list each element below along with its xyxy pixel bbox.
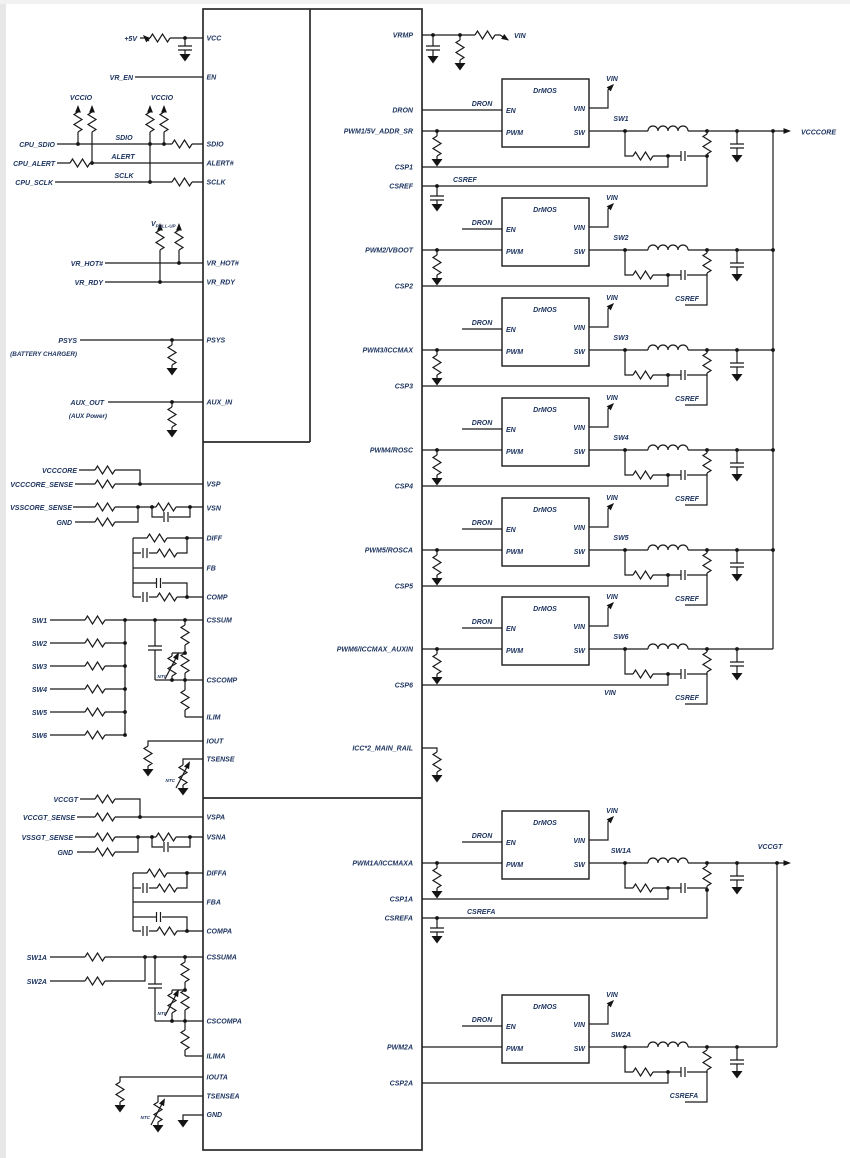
drmos-vin-pin: VIN — [573, 624, 585, 631]
sw-input-label: SW2 — [31, 641, 47, 648]
pin-label: FB — [206, 565, 216, 573]
junction-dot — [705, 888, 709, 892]
pin-label: VCC — [206, 35, 222, 43]
pin-label: ICC*2_MAIN_RAIL — [352, 745, 413, 753]
vr-rdy-label: VR_RDY — [74, 280, 103, 287]
drmos-pwm-pin: PWM — [506, 1046, 524, 1053]
cpu-sdio-label: CPU_SDIO — [19, 142, 55, 149]
csref-stub-label: CSREF — [675, 396, 699, 403]
drmos-pwm-pin: PWM — [506, 349, 524, 356]
vccio-label: VCCIO — [69, 95, 93, 102]
junction-dot — [123, 618, 127, 622]
junction-dot — [185, 871, 189, 875]
vin-supply-label: VIN — [606, 808, 618, 815]
drmos-title: DrMOS — [533, 88, 557, 95]
junction-dot — [143, 955, 147, 959]
junction-dot — [185, 536, 189, 540]
sw-node-label: SW2 — [613, 235, 629, 242]
junction-dot — [138, 815, 142, 819]
vin-supply-label: VIN — [606, 195, 618, 202]
drmos-title: DrMOS — [533, 207, 557, 214]
drmos-sw-pin: SW — [573, 349, 585, 356]
pin-label: CSP3 — [394, 383, 413, 391]
junction-dot — [123, 664, 127, 668]
gnd-label: GND — [57, 850, 73, 857]
pin-label: COMPA — [206, 928, 233, 936]
sdio-net-label: SDIO — [115, 135, 133, 142]
drmos-sw-pin: SW — [573, 130, 585, 137]
junction-dot — [150, 835, 154, 839]
pin-label: PWM6/ICCMAX_AUXIN — [336, 646, 413, 654]
csrefa-net-label: CSREFA — [467, 909, 496, 916]
pin-label: PWM2/VBOOT — [365, 247, 413, 255]
pin-label: PWM5/ROSCA — [364, 547, 413, 555]
csrefa-stub-label: CSREFA — [669, 1093, 699, 1100]
drmos-title: DrMOS — [533, 407, 557, 414]
drmos-title: DrMOS — [533, 307, 557, 314]
aux-note: (AUX Power) — [68, 413, 107, 420]
pin-label: IOUT — [206, 738, 224, 746]
vin-supply-label: VIN — [606, 495, 618, 502]
page-edge-left — [0, 0, 6, 1158]
dron-net-label: DRON — [471, 1017, 493, 1024]
junction-dot — [153, 955, 157, 959]
drmos-vin-pin: VIN — [573, 106, 585, 113]
csref-stub-label: CSREF — [675, 296, 699, 303]
pin-label: COMP — [206, 594, 228, 602]
junction-dot — [771, 348, 775, 352]
drmos-pwm-pin: PWM — [506, 249, 524, 256]
vcccore-label: VCCCORE — [41, 468, 77, 475]
dron-net-label: DRON — [471, 320, 493, 327]
pin-label: VSNA — [206, 834, 226, 842]
psys-label: PSYS — [58, 338, 77, 345]
csref-stub-label: CSREF — [675, 695, 699, 702]
pin-label: PWM4/ROSC — [369, 447, 413, 455]
junction-dot — [177, 261, 181, 265]
drmos-sw-pin: SW — [573, 249, 585, 256]
drmos-sw-pin: SW — [573, 648, 585, 655]
junction-dot — [188, 835, 192, 839]
vin-net-label: VIN — [604, 690, 616, 697]
junction-dot — [185, 595, 189, 599]
junction-dot — [123, 641, 127, 645]
pin-label: DIFFA — [206, 870, 227, 878]
drmos-vin-pin: VIN — [573, 525, 585, 532]
pin-label: IOUTA — [206, 1074, 228, 1082]
junction-dot — [136, 835, 140, 839]
vin-supply-label: VIN — [606, 295, 618, 302]
pin-label: CSP5 — [394, 583, 413, 591]
vcccore-rail-label: VCCCORE — [801, 129, 837, 137]
dron-net-label: DRON — [471, 101, 493, 108]
pin-label: SCLK — [206, 179, 226, 187]
ntc-label: NTC — [140, 1115, 150, 1120]
drmos-sw-pin: SW — [573, 549, 585, 556]
dron-net-label: DRON — [471, 220, 493, 227]
vccgt-rail-label: VCCGT — [757, 844, 783, 851]
junction-dot — [431, 33, 435, 37]
psys-note: (BATTERY CHARGER) — [10, 351, 77, 358]
pin-label: FBA — [206, 899, 221, 907]
drmos-en-pin: EN — [506, 227, 516, 234]
drmos-vin-pin: VIN — [573, 838, 585, 845]
vccgt-sense-label: VCCGT_SENSE — [22, 815, 75, 822]
vccio-label: VCCIO — [150, 95, 174, 102]
drmos-sw-pin: SW — [573, 1046, 585, 1053]
junction-dot — [170, 400, 174, 404]
junction-dot — [771, 129, 775, 133]
pin-label: PSYS — [206, 337, 226, 345]
sw-input-label: SW5 — [31, 710, 47, 717]
pin-label: PWM1A/ICCMAXA — [352, 860, 413, 868]
drmos-pwm-pin: PWM — [506, 862, 524, 869]
sw-input-label: SW6 — [31, 733, 47, 740]
vccgt-label: VCCGT — [53, 797, 78, 804]
sw-node-label: SW3 — [613, 335, 629, 342]
junction-dot — [123, 733, 127, 737]
vcccore-sense-label: VCCCORE_SENSE — [10, 482, 73, 489]
drmos-vin-pin: VIN — [573, 225, 585, 232]
drmos-pwm-pin: PWM — [506, 648, 524, 655]
drmos-pwm-pin: PWM — [506, 449, 524, 456]
drmos-pwm-pin: PWM — [506, 549, 524, 556]
pin-label: AUX_IN — [206, 399, 233, 407]
ntc-label: NTC — [165, 778, 175, 783]
junction-dot — [123, 687, 127, 691]
sw-input-label: SW1 — [31, 618, 47, 625]
junction-dot — [188, 505, 192, 509]
vin-supply-label: VIN — [606, 594, 618, 601]
pin-label: VSP — [206, 481, 221, 489]
sw-node-label: SW4 — [613, 435, 629, 442]
pin-label: CSP1 — [394, 164, 413, 172]
pin-label: ILIM — [206, 714, 221, 722]
csref-net-label: CSREF — [453, 177, 477, 184]
dron-net-label: DRON — [471, 520, 493, 527]
drmos-vin-pin: VIN — [573, 1022, 585, 1029]
aux-out-label: AUX_OUT — [70, 400, 104, 407]
sw-node-label: SW1A — [610, 848, 632, 855]
vsscore-sense-label: VSSCORE_SENSE — [10, 505, 72, 512]
junction-dot — [170, 1019, 174, 1023]
pin-label: ILIMA — [206, 1053, 226, 1061]
sw-node-label: SW6 — [613, 634, 629, 641]
pin-label: ALERT# — [206, 160, 234, 168]
pin-label: VR_HOT# — [206, 260, 239, 268]
pin-label: VR_RDY — [206, 279, 235, 287]
junction-dot — [183, 1019, 187, 1023]
drmos-sw-pin: SW — [573, 449, 585, 456]
drmos-title: DrMOS — [533, 507, 557, 514]
pin-label: PWM2A — [386, 1044, 413, 1052]
pin-label: CSP2 — [394, 283, 413, 291]
dron-net-label: DRON — [471, 619, 493, 626]
drmos-en-pin: EN — [506, 1024, 516, 1031]
pin-label: EN — [206, 74, 217, 82]
pin-label: CSREF — [389, 183, 413, 191]
ntc-label: NTC — [157, 674, 167, 679]
pin-label: CSSUM — [206, 617, 232, 625]
drmos-title: DrMOS — [533, 820, 557, 827]
junction-dot — [771, 448, 775, 452]
pin-label: CSP4 — [394, 483, 413, 491]
pin-label: TSENSE — [206, 756, 235, 764]
junction-dot — [138, 482, 142, 486]
pin-label: GND — [206, 1112, 223, 1119]
page-edge-top — [0, 0, 850, 4]
drmos-en-pin: EN — [506, 527, 516, 534]
drmos-sw-pin: SW — [573, 862, 585, 869]
vin-net-label: VIN — [514, 33, 526, 40]
dron-net-label: DRON — [471, 420, 493, 427]
sw-input-label: SW4 — [31, 687, 47, 694]
vin-supply-label: VIN — [606, 395, 618, 402]
sw-node-label: SW2A — [610, 1032, 632, 1039]
sw1a-label: SW1A — [26, 955, 47, 962]
pin-label: PWM1/5V_ADDR_SR — [343, 128, 413, 136]
drmos-en-pin: EN — [506, 626, 516, 633]
sw2a-label: SW2A — [26, 979, 47, 986]
junction-dot — [170, 338, 174, 342]
pin-label: VSN — [206, 505, 221, 513]
pin-label: VSPA — [206, 814, 226, 822]
vr-hot-label: VR_HOT# — [70, 261, 103, 268]
pin-label: VRMP — [392, 32, 413, 40]
junction-dot — [183, 955, 187, 959]
pin-label: CSP1A — [389, 896, 413, 904]
junction-dot — [435, 184, 439, 188]
plus5v-label: +5V — [124, 36, 137, 43]
junction-dot — [183, 988, 187, 992]
drmos-title: DrMOS — [533, 606, 557, 613]
vin-supply-label: VIN — [606, 992, 618, 999]
vpullup-label: $V_{PULL-UP}$ — [151, 221, 176, 229]
sw-input-label: SW3 — [31, 664, 47, 671]
junction-dot — [183, 678, 187, 682]
pin-label: DRON — [392, 107, 413, 115]
pin-label: TSENSEA — [206, 1093, 240, 1101]
pin-label: SDIO — [206, 141, 224, 149]
drmos-en-pin: EN — [506, 108, 516, 115]
junction-dot — [123, 710, 127, 714]
junction-dot — [183, 36, 187, 40]
junction-dot — [170, 678, 174, 682]
alert-net-label: ALERT — [111, 154, 135, 161]
sw-node-label: SW1 — [613, 116, 629, 123]
pin-label: PWM3/ICCMAX — [362, 347, 413, 355]
junction-dot — [136, 505, 140, 509]
csref-stub-label: CSREF — [675, 596, 699, 603]
junction-dot — [183, 651, 187, 655]
junction-dot — [771, 248, 775, 252]
cpu-alert-label: CPU_ALERT — [13, 161, 55, 168]
gnd-label: GND — [56, 520, 72, 527]
junction-dot — [183, 618, 187, 622]
drmos-vin-pin: VIN — [573, 425, 585, 432]
junction-dot — [185, 929, 189, 933]
csref-stub-label: CSREF — [675, 496, 699, 503]
pin-label: CSP2A — [389, 1080, 413, 1088]
junction-dot — [435, 916, 439, 920]
pin-label: CSREFA — [384, 915, 413, 923]
sw-node-label: SW5 — [613, 535, 629, 542]
pin-label: CSCOMP — [206, 677, 238, 685]
junction-dot — [771, 548, 775, 552]
junction-dot — [158, 280, 162, 284]
drmos-vin-pin: VIN — [573, 325, 585, 332]
pin-label: CSP6 — [394, 682, 413, 690]
vr-en-label: VR_EN — [109, 75, 133, 82]
junction-dot — [153, 618, 157, 622]
dron-net-label: DRON — [471, 833, 493, 840]
vin-supply-label: VIN — [606, 76, 618, 83]
drmos-en-pin: EN — [506, 840, 516, 847]
pin-label: DIFF — [206, 535, 223, 543]
pin-label: CSCOMPA — [206, 1018, 242, 1026]
cpu-sclk-label: CPU_SCLK — [15, 180, 53, 187]
drmos-pwm-pin: PWM — [506, 130, 524, 137]
ntc-label: NTC — [157, 1011, 167, 1016]
drmos-en-pin: EN — [506, 427, 516, 434]
junction-dot — [150, 505, 154, 509]
drmos-en-pin: EN — [506, 327, 516, 334]
junction-dot — [458, 33, 462, 37]
pin-label: CSSUMA — [206, 954, 237, 962]
sclk-net-label: SCLK — [114, 173, 134, 180]
vssgt-sense-label: VSSGT_SENSE — [21, 835, 73, 842]
junction-dot — [775, 861, 779, 865]
drmos-title: DrMOS — [533, 1004, 557, 1011]
